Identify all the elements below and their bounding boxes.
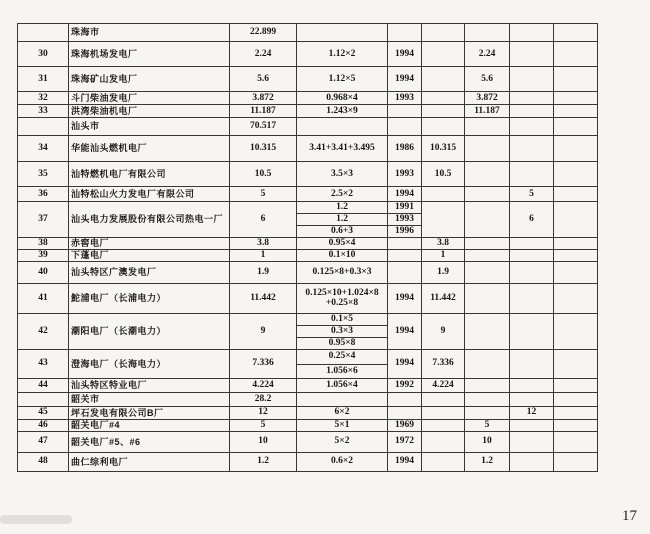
cell-unit-config: 0.25×4 — [297, 349, 388, 364]
cell-col9 — [554, 237, 598, 249]
cell-col7: 3.872 — [465, 92, 510, 105]
cell-col8 — [510, 431, 554, 452]
cell-col9 — [554, 187, 598, 202]
cell-row-number: 45 — [18, 406, 69, 419]
cell-row-number: 38 — [18, 237, 69, 249]
cell-capacity: 12 — [230, 406, 297, 419]
cell-col7 — [465, 378, 510, 392]
cell-col6 — [422, 42, 465, 67]
table-row — [18, 105, 598, 118]
table-row — [18, 419, 598, 431]
cell-col8 — [510, 67, 554, 92]
cell-unit-config: 2.5×2 — [297, 187, 388, 202]
cell-capacity: 1.9 — [230, 261, 297, 283]
cell-year — [388, 249, 422, 261]
city-summary-row — [18, 118, 598, 136]
cell-capacity: 7.336 — [230, 349, 297, 378]
cell-plant-name: 斗门柴油发电厂 — [69, 92, 230, 105]
cell-year: 1992 — [388, 378, 422, 392]
cell-unit-config: 1.056×4 — [297, 378, 388, 392]
cell-unit-config: 0.1×10 — [297, 249, 388, 261]
cell-unit-config: 0.3×3 — [297, 325, 388, 337]
cell-row-number: 48 — [18, 452, 69, 471]
cell-row-number: 30 — [18, 42, 69, 67]
cell-col6: 1.9 — [422, 261, 465, 283]
cell-row-number: 47 — [18, 431, 69, 452]
cell-col8 — [510, 24, 554, 42]
cell-unit-config: 0.6+3 — [297, 225, 388, 237]
cell-col6: 9 — [422, 313, 465, 349]
cell-col7 — [465, 313, 510, 349]
cell-col6 — [422, 406, 465, 419]
cell-col8 — [510, 419, 554, 431]
cell-col6 — [422, 452, 465, 471]
cell-col7 — [465, 24, 510, 42]
cell-col9 — [554, 419, 598, 431]
cell-year — [388, 406, 422, 419]
cell-row-number — [18, 118, 69, 136]
cell-capacity: 4.224 — [230, 378, 297, 392]
cell-col8 — [510, 237, 554, 249]
cell-capacity: 5 — [230, 187, 297, 202]
cell-col8 — [510, 283, 554, 313]
cell-capacity: 70.517 — [230, 118, 297, 136]
cell-col7 — [465, 136, 510, 162]
cell-col6: 4.224 — [422, 378, 465, 392]
cell-plant-name: 坪石发电有限公司B厂 — [69, 406, 230, 419]
cell-row-number: 41 — [18, 283, 69, 313]
cell-capacity: 1 — [230, 249, 297, 261]
cell-col9 — [554, 349, 598, 378]
cell-capacity: 5 — [230, 419, 297, 431]
city-summary-row — [18, 392, 598, 406]
cell-row-number: 34 — [18, 136, 69, 162]
cell-col9 — [554, 42, 598, 67]
cell-plant-name: 汕头特区特业电厂 — [69, 378, 230, 392]
cell-unit-config: 3.41+3.41+3.495 — [297, 136, 388, 162]
cell-unit-config: 0.6×2 — [297, 452, 388, 471]
cell-unit-config: 6×2 — [297, 406, 388, 419]
cell-year: 1994 — [388, 283, 422, 313]
cell-col9 — [554, 162, 598, 187]
table-row — [18, 406, 598, 419]
cell-col9 — [554, 283, 598, 313]
cell-row-number: 42 — [18, 313, 69, 349]
cell-col7 — [465, 118, 510, 136]
cell-col9 — [554, 249, 598, 261]
cell-row-number: 44 — [18, 378, 69, 392]
cell-capacity: 5.6 — [230, 67, 297, 92]
cell-capacity: 22.899 — [230, 24, 297, 42]
cell-col7 — [465, 261, 510, 283]
cell-col6: 11.442 — [422, 283, 465, 313]
cell-col9 — [554, 136, 598, 162]
cell-col9 — [554, 392, 598, 406]
cell-col7 — [465, 283, 510, 313]
cell-col6: 7.336 — [422, 349, 465, 378]
cell-unit-config — [297, 392, 388, 406]
cell-year: 1994 — [388, 67, 422, 92]
cell-col7 — [465, 237, 510, 249]
cell-plant-name: 洪湾柴油机电厂 — [69, 105, 230, 118]
cell-capacity: 9 — [230, 313, 297, 349]
table-row — [18, 452, 598, 471]
cell-unit-config: 3.5×3 — [297, 162, 388, 187]
cell-col8 — [510, 42, 554, 67]
cell-plant-name: 汕头特区广澳发电厂 — [69, 261, 230, 283]
cell-unit-config — [297, 24, 388, 42]
cell-unit-config: 0.125×10+1.024×8 +0.25×8 — [297, 283, 388, 313]
cell-col8 — [510, 249, 554, 261]
cell-unit-config: 5×2 — [297, 431, 388, 452]
cell-col8: 6 — [510, 202, 554, 238]
cell-city-name: 韶关市 — [69, 392, 230, 406]
cell-capacity: 6 — [230, 202, 297, 238]
cell-plant-name: 鮀浦电厂（长浦电力） — [69, 283, 230, 313]
table-row — [18, 378, 598, 392]
cell-row-number: 43 — [18, 349, 69, 378]
table-row — [18, 261, 598, 283]
cell-city-name: 汕头市 — [69, 118, 230, 136]
cell-year — [388, 237, 422, 249]
cell-col7: 11.187 — [465, 105, 510, 118]
cell-col9 — [554, 92, 598, 105]
cell-col9 — [554, 105, 598, 118]
cell-col8 — [510, 452, 554, 471]
cell-year: 1991 — [388, 202, 422, 214]
cell-year: 1996 — [388, 225, 422, 237]
cell-plant-name: 韶关电厂#5、#6 — [69, 431, 230, 452]
cell-year — [388, 392, 422, 406]
cell-row-number: 35 — [18, 162, 69, 187]
table-row — [18, 313, 598, 325]
cell-col7 — [465, 392, 510, 406]
cell-unit-config: 1.2 — [297, 202, 388, 214]
cell-row-number: 46 — [18, 419, 69, 431]
cell-row-number: 32 — [18, 92, 69, 105]
table-row — [18, 283, 598, 313]
cell-col8 — [510, 162, 554, 187]
table-row — [18, 162, 598, 187]
table-row — [18, 42, 598, 67]
table-row — [18, 249, 598, 261]
cell-city-name: 珠海市 — [69, 24, 230, 42]
table-row — [18, 67, 598, 92]
cell-col9 — [554, 67, 598, 92]
cell-plant-name: 下蓬电厂 — [69, 249, 230, 261]
cell-year: 1994 — [388, 42, 422, 67]
cell-unit-config: 0.968×4 — [297, 92, 388, 105]
cell-col9 — [554, 452, 598, 471]
cell-year: 1969 — [388, 419, 422, 431]
cell-col6: 1 — [422, 249, 465, 261]
cell-year: 1994 — [388, 452, 422, 471]
cell-col9 — [554, 378, 598, 392]
cell-row-number — [18, 392, 69, 406]
cell-unit-config: 0.1×5 — [297, 313, 388, 325]
cell-plant-name: 珠海矿山发电厂 — [69, 67, 230, 92]
cell-col6 — [422, 392, 465, 406]
cell-col8 — [510, 261, 554, 283]
cell-unit-config: 0.95×4 — [297, 237, 388, 249]
cell-unit-config: 1.2 — [297, 214, 388, 226]
cell-year: 1993 — [388, 92, 422, 105]
cell-plant-name: 汕头电力发展股份有限公司热电一厂 — [69, 202, 230, 238]
cell-col8 — [510, 92, 554, 105]
cell-col7: 5.6 — [465, 67, 510, 92]
cell-capacity: 2.24 — [230, 42, 297, 67]
cell-unit-config: 1.056×6 — [297, 364, 388, 378]
cell-year: 1994 — [388, 349, 422, 378]
cell-col6 — [422, 419, 465, 431]
cell-year: 1993 — [388, 214, 422, 226]
cell-row-number: 39 — [18, 249, 69, 261]
cell-year: 1994 — [388, 187, 422, 202]
cell-plant-name: 汕特松山火力发电厂有限公司 — [69, 187, 230, 202]
cell-capacity: 1.2 — [230, 452, 297, 471]
cell-plant-name: 韶关电厂#4 — [69, 419, 230, 431]
cell-col9 — [554, 313, 598, 349]
cell-capacity: 11.442 — [230, 283, 297, 313]
cell-col7: 5 — [465, 419, 510, 431]
cell-col8: 12 — [510, 406, 554, 419]
table-row — [18, 92, 598, 105]
cell-col9 — [554, 118, 598, 136]
cell-year — [388, 118, 422, 136]
cell-unit-config — [297, 118, 388, 136]
cell-col6 — [422, 118, 465, 136]
cell-col8 — [510, 136, 554, 162]
cell-col6: 3.8 — [422, 237, 465, 249]
cell-unit-config: 0.125×8+0.3×3 — [297, 261, 388, 283]
cell-plant-name: 赤窖电厂 — [69, 237, 230, 249]
cell-col8 — [510, 349, 554, 378]
cell-col6: 10.315 — [422, 136, 465, 162]
cell-col9 — [554, 261, 598, 283]
cell-col9 — [554, 431, 598, 452]
cell-row-number — [18, 24, 69, 42]
cell-col8 — [510, 313, 554, 349]
table-row — [18, 237, 598, 249]
table-row — [18, 431, 598, 452]
cell-col6 — [422, 431, 465, 452]
cell-capacity: 10 — [230, 431, 297, 452]
cell-plant-name: 曲仁综利电厂 — [69, 452, 230, 471]
cell-capacity: 10.315 — [230, 136, 297, 162]
cell-col8: 5 — [510, 187, 554, 202]
page-number: 17 — [622, 508, 637, 524]
table-row — [18, 349, 598, 364]
table-row — [18, 202, 598, 214]
cell-unit-config: 0.95×8 — [297, 337, 388, 349]
cell-capacity: 3.872 — [230, 92, 297, 105]
cell-col9 — [554, 406, 598, 419]
cell-col6 — [422, 187, 465, 202]
cell-plant-name: 汕特燃机电厂有限公司 — [69, 162, 230, 187]
cell-col8 — [510, 392, 554, 406]
cell-year — [388, 261, 422, 283]
cell-year: 1986 — [388, 136, 422, 162]
plants-table — [17, 23, 598, 472]
cell-row-number: 33 — [18, 105, 69, 118]
cell-col7 — [465, 349, 510, 378]
cell-col7 — [465, 162, 510, 187]
cell-col6 — [422, 92, 465, 105]
cell-plant-name: 华能汕头燃机电厂 — [69, 136, 230, 162]
cell-col7: 10 — [465, 431, 510, 452]
scan-smudge-artifact — [0, 515, 72, 524]
cell-year — [388, 105, 422, 118]
cell-unit-config: 1.12×5 — [297, 67, 388, 92]
cell-unit-config: 1.243×9 — [297, 105, 388, 118]
cell-col8 — [510, 378, 554, 392]
cell-col7 — [465, 406, 510, 419]
cell-unit-config: 5×1 — [297, 419, 388, 431]
table-row — [18, 187, 598, 202]
cell-col7: 2.24 — [465, 42, 510, 67]
cell-col6: 10.5 — [422, 162, 465, 187]
cell-row-number: 36 — [18, 187, 69, 202]
cell-col9 — [554, 202, 598, 238]
cell-col7 — [465, 202, 510, 238]
cell-col6 — [422, 67, 465, 92]
cell-capacity: 28.2 — [230, 392, 297, 406]
cell-col6 — [422, 202, 465, 238]
cell-year: 1993 — [388, 162, 422, 187]
city-summary-row — [18, 24, 598, 42]
table-row — [18, 136, 598, 162]
cell-col8 — [510, 105, 554, 118]
cell-col6 — [422, 105, 465, 118]
cell-row-number: 37 — [18, 202, 69, 238]
cell-unit-config: 1.12×2 — [297, 42, 388, 67]
cell-col9 — [554, 24, 598, 42]
cell-col7 — [465, 187, 510, 202]
cell-col7 — [465, 249, 510, 261]
cell-row-number: 40 — [18, 261, 69, 283]
cell-capacity: 11.187 — [230, 105, 297, 118]
cell-year — [388, 24, 422, 42]
cell-capacity: 10.5 — [230, 162, 297, 187]
cell-col7: 1.2 — [465, 452, 510, 471]
cell-plant-name: 潮阳电厂（长潮电力） — [69, 313, 230, 349]
cell-capacity: 3.8 — [230, 237, 297, 249]
cell-col8 — [510, 118, 554, 136]
cell-row-number: 31 — [18, 67, 69, 92]
plants-table-body — [18, 24, 598, 472]
cell-plant-name: 澄海电厂（长海电力） — [69, 349, 230, 378]
cell-col6 — [422, 24, 465, 42]
cell-year: 1994 — [388, 313, 422, 349]
cell-year: 1972 — [388, 431, 422, 452]
cell-plant-name: 珠海机场发电厂 — [69, 42, 230, 67]
